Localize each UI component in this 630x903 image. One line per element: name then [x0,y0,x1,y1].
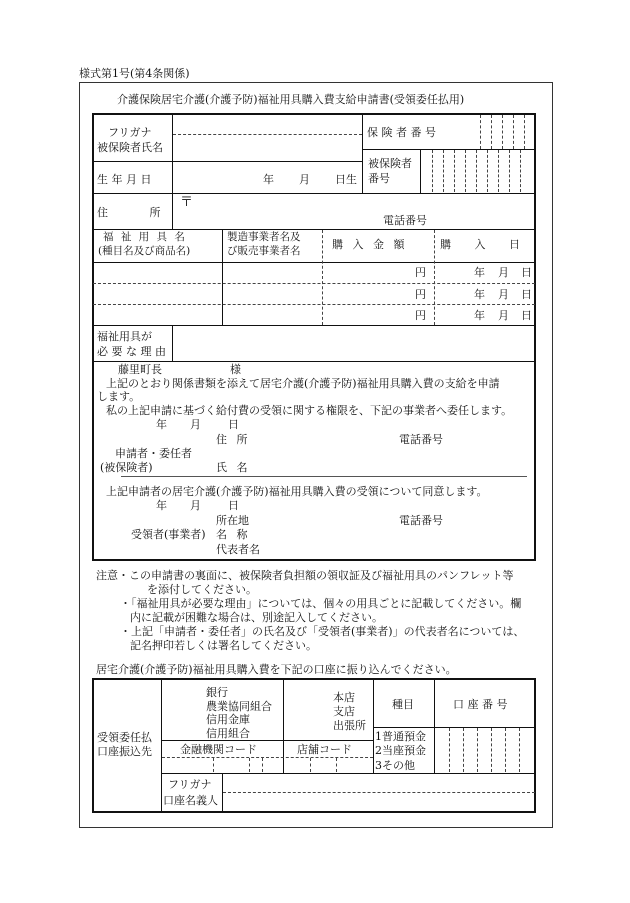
recipient-label: 受領者(事業者) [131,528,206,541]
row2-month: 月 [498,288,509,301]
birth-day-label: 日生 [335,173,357,186]
insured-number-label-2: 番号 [368,172,390,185]
row3-year: 年 [474,309,485,322]
row2-yen: 円 [415,288,426,301]
row1-year: 年 [474,266,485,279]
form-title: 介護保険居宅介護(介護予防)福祉用具購入費支給申請書(受領委任払用) [117,93,465,106]
recipient-name-label: 名 称 [216,528,248,541]
reason-input[interactable] [178,332,528,354]
note-2: ・「福祉用具が必要な理由」については、個々の用具ごとに記載してください。欄 [120,597,522,610]
addressee: 藤里町長 [118,363,162,376]
maker-subheader: び販売事業者名 [227,245,301,257]
birth-month-label: 月 [299,173,310,186]
purchase-date-header: 購 入 日 [440,238,520,251]
note-3b: 記名押印若しくは署名してください。 [130,639,317,652]
inst-credit-union: 信用組合 [206,727,250,740]
branch-branch: 支店 [333,705,355,718]
row1-yen: 円 [415,266,426,279]
note-3: ・上記「申請者・委任者」の氏名及び「受領者(事業者)」の代表者名については、 [120,625,525,638]
inst-agri-coop: 農業協同組合 [206,700,272,713]
account-type-current[interactable]: 2当座預金 [375,744,426,757]
account-type-ordinary[interactable]: 1普通預金 [375,730,426,743]
item-name-header: 福 祉 用 具 名 [103,231,187,243]
representative-label: 代表者名 [216,543,260,556]
address-input[interactable] [194,198,524,212]
item-name-subheader: (種目名及び商品名) [98,245,191,257]
consent-year: 年 [156,499,167,512]
decl-name-label: 氏 名 [216,461,248,474]
declaration-text-1b: します。 [97,390,141,403]
declaration-text-2: 私の上記申請に基づく給付費の受領に関する権限を、下記の事業者へ委任します。 [106,404,513,417]
maker-header: 製造事業者名及 [227,231,301,243]
insured-name-input[interactable] [176,138,358,158]
bank-intro: 居宅介護(介護予防)福祉用具購入費を下記の口座に振り込んでください。 [96,663,457,676]
account-holder-input[interactable] [228,795,528,809]
insured-number-label: 被保険者 [368,157,412,170]
row1-day: 日 [521,266,532,279]
address-label: 住 所 [97,206,161,219]
row3-month: 月 [498,309,509,322]
furigana-input[interactable] [176,118,358,132]
insured-name-label: 被保険者氏名 [97,141,163,154]
consent-month: 月 [190,499,201,512]
decl-month: 月 [190,418,201,431]
consent-day: 日 [228,499,239,512]
consent-text: 上記申請者の居宅介護(介護予防)福祉用具購入費の受領について同意します。 [106,485,488,498]
row2-day: 日 [521,288,532,301]
amount-header: 購 入 金 額 [332,238,405,251]
consent-phone-label: 電話番号 [399,514,443,527]
holder-furigana-label: フリガナ [168,778,212,791]
branch-office: 出張所 [333,719,366,732]
reason-label-2: 必 要 な 理 由 [97,345,166,358]
location-label: 所在地 [216,514,249,527]
row3-day: 日 [521,309,532,322]
decl-year: 年 [156,418,167,431]
bank-code-label: 金融機関コード [180,743,257,756]
inst-shinkin: 信用金庫 [206,713,250,726]
phone-label: 電話番号 [383,214,427,227]
applicant-label: 申請者・委任者 [115,447,192,460]
account-holder-label: 口座名義人 [163,794,218,807]
row1-month: 月 [498,266,509,279]
bank-side-label-2: 口座振込先 [97,745,152,758]
birth-year-label: 年 [263,173,274,186]
applicant-name-input[interactable] [250,459,450,473]
account-number-label: 口 座 番 号 [453,698,508,711]
account-type-label: 種目 [392,698,414,711]
insured-paren-label: (被保険者) [100,461,153,474]
decl-address-label: 住 所 [216,433,248,446]
branch-code-label: 店舗コード [297,743,352,756]
row3-yen: 円 [415,309,426,322]
decl-day: 日 [228,418,239,431]
insurer-number-label: 保 険 者 番 号 [367,126,436,139]
row2-year: 年 [474,288,485,301]
reason-label: 福祉用具が [97,330,152,343]
declaration-text-1: 上記のとおり関係書類を添えて居宅介護(介護予防)福祉用具購入費の支給を申請 [106,377,500,390]
furigana-label: フリガナ [108,126,152,139]
note-1: 注意・この申請書の裏面に、被保険者負担額の領収証及び福祉用具のパンフレット等 [96,569,514,582]
account-type-other[interactable]: 3その他 [375,759,415,772]
form-number: 様式第1号(第4条関係) [79,67,190,80]
honorific: 様 [230,363,241,376]
note-1b: を添付してください。 [147,583,257,596]
bank-side-label: 受領委任払 [97,731,152,744]
inst-bank: 銀行 [206,686,228,699]
note-2b: 内に記載が困難な場合は、別途記入してください。 [130,611,383,624]
birth-date-label: 生 年 月 日 [97,173,152,186]
branch-main: 本店 [333,691,355,704]
postal-mark: 〒 [180,195,194,210]
decl-phone-label: 電話番号 [399,433,443,446]
